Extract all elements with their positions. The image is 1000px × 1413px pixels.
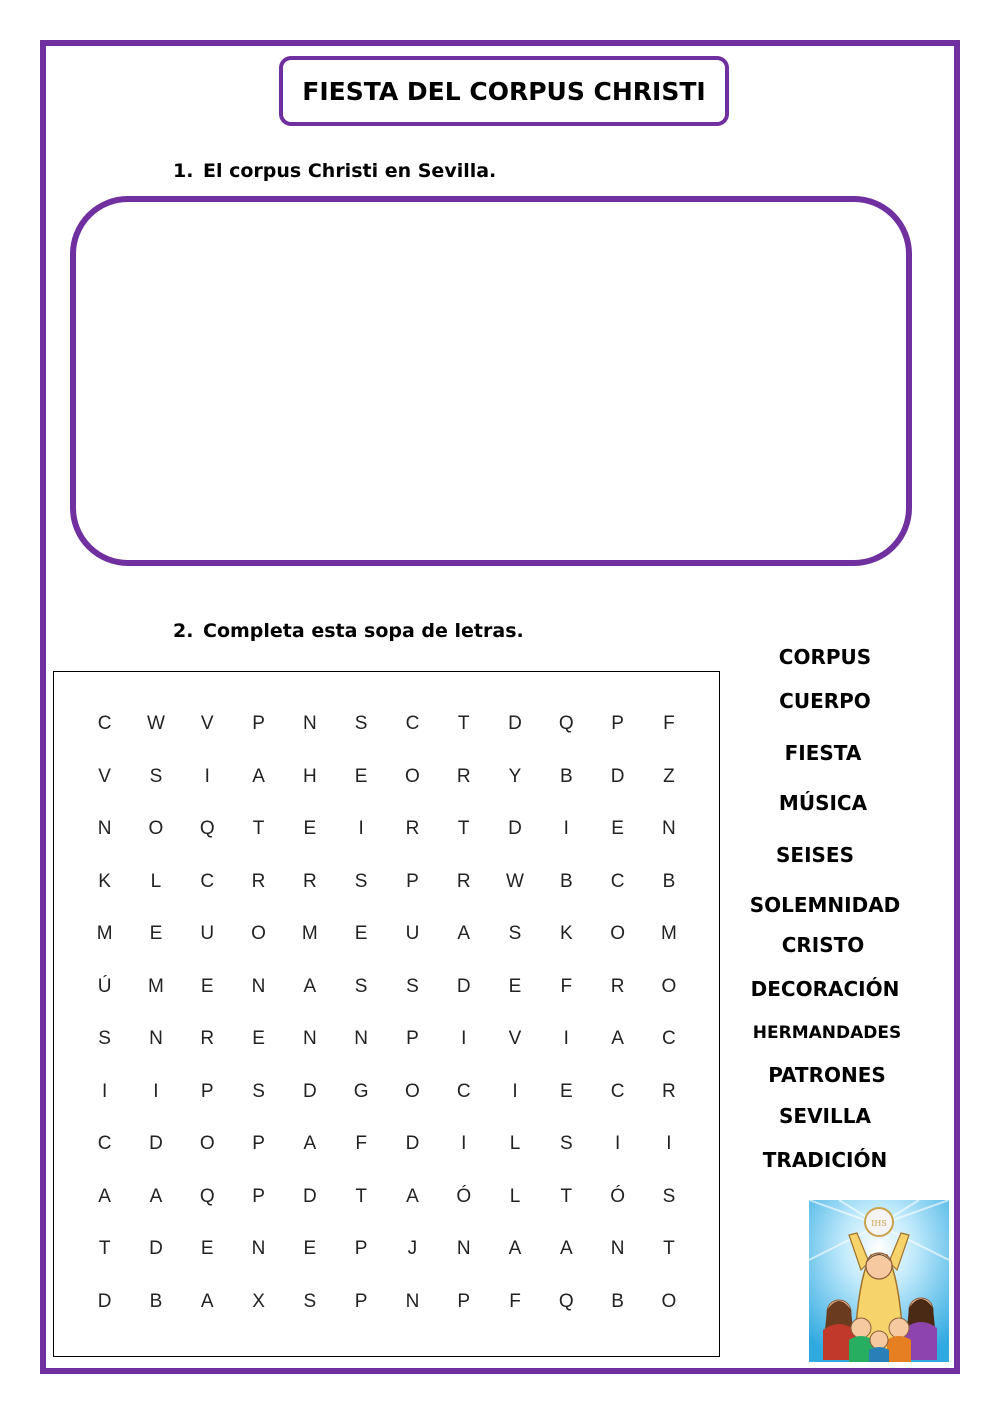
grid-cell[interactable]: T (457, 713, 470, 735)
grid-cell[interactable]: I (358, 818, 364, 840)
grid-cell[interactable]: I (102, 1080, 108, 1102)
grid-cell[interactable]: N (302, 1028, 317, 1050)
grid-cell[interactable]: D (508, 818, 522, 840)
grid-cell[interactable]: W (506, 870, 524, 892)
grid-cell[interactable]: I (563, 1028, 569, 1050)
grid-cell[interactable]: B (611, 1290, 624, 1312)
grid-cell[interactable]: V (98, 765, 111, 787)
grid-cell[interactable]: K (98, 870, 111, 892)
grid-cell[interactable]: A (303, 1133, 317, 1155)
grid-cell[interactable]: A (252, 765, 265, 787)
grid-cell[interactable]: W (146, 713, 165, 735)
grid-cell[interactable]: I (461, 1133, 467, 1155)
grid-cell[interactable]: E (559, 1080, 573, 1102)
section-2-heading (173, 620, 524, 642)
grid-cell[interactable]: I (614, 1133, 621, 1155)
grid-cell[interactable]: T (252, 818, 265, 840)
grid-cell[interactable]: Q (558, 713, 574, 735)
grid-cell[interactable]: M (96, 923, 113, 945)
grid-cell[interactable]: P (406, 870, 419, 892)
grid-cell[interactable]: G (353, 1080, 369, 1102)
grid-cell[interactable]: E (200, 1238, 214, 1260)
grid-cell[interactable]: R (456, 870, 471, 892)
grid-cell[interactable]: E (252, 1028, 265, 1050)
grid-cell[interactable]: D (149, 1133, 163, 1155)
grid-cell[interactable]: S (354, 870, 368, 892)
grid-cell[interactable]: O (661, 1290, 677, 1312)
grid-cell[interactable]: P (200, 1080, 214, 1102)
grid-cell[interactable]: N (149, 1028, 163, 1050)
word-list-item: PATRONES (768, 1063, 886, 1087)
grid-cell[interactable]: T (560, 1185, 573, 1207)
grid-cell[interactable]: C (456, 1080, 471, 1102)
grid-cell[interactable]: C (405, 713, 420, 735)
section-2-text: Completa esta sopa de letras. (203, 620, 524, 642)
grid-cell[interactable]: Z (663, 765, 675, 787)
grid-cell[interactable]: R (610, 975, 625, 997)
grid-cell[interactable]: O (148, 818, 164, 840)
grid-cell[interactable]: A (149, 1185, 163, 1207)
grid-cell[interactable]: U (200, 923, 215, 945)
grid-cell[interactable]: B (662, 870, 676, 892)
grid-cell[interactable]: N (405, 1290, 420, 1312)
grid-cell[interactable]: E (149, 923, 163, 945)
grid-cell[interactable]: A (406, 1185, 419, 1207)
grid-cell[interactable]: I (512, 1080, 518, 1102)
grid-cell[interactable]: D (508, 713, 522, 735)
grid-cell[interactable]: I (153, 1080, 159, 1102)
word-list-item: CORPUS (778, 645, 872, 669)
grid-cell[interactable]: S (662, 1185, 676, 1207)
grid-cell[interactable]: F (560, 975, 573, 997)
svg-text:IHS: IHS (871, 1219, 887, 1228)
grid-cell[interactable]: S (98, 1028, 111, 1050)
grid-cell[interactable]: S (559, 1133, 573, 1155)
grid-cell[interactable]: S (508, 923, 522, 945)
grid-cell[interactable]: R (302, 870, 317, 892)
grid-cell[interactable]: V (508, 1028, 522, 1050)
grid-cell[interactable]: N (251, 975, 266, 997)
grid-cell[interactable]: S (149, 765, 163, 787)
grid-cell[interactable]: A (508, 1238, 522, 1260)
grid-cell[interactable]: I (666, 1133, 672, 1155)
grid-cell[interactable]: E (303, 1238, 317, 1260)
grid-cell[interactable]: D (405, 1133, 420, 1155)
word-list-item: SEVILLA (779, 1104, 871, 1128)
word-list-item: MÚSICA (778, 791, 868, 815)
grid-cell[interactable]: T (457, 818, 470, 840)
word-list-item: TRADICIÓN (762, 1148, 888, 1172)
grid-cell[interactable]: Q (199, 1185, 215, 1207)
grid-cell[interactable]: Ó (456, 1185, 472, 1207)
answer-box[interactable] (70, 196, 912, 566)
grid-cell[interactable]: Q (558, 1290, 574, 1312)
word-list-item: DECORACIÓN (750, 977, 900, 1001)
grid-cell[interactable]: V (200, 713, 214, 735)
grid-cell[interactable]: O (661, 975, 677, 997)
grid-cell[interactable]: E (354, 765, 368, 787)
grid-cell[interactable]: D (302, 1185, 317, 1207)
grid-cell[interactable]: C (610, 870, 625, 892)
corpus-christi-illustration (809, 1200, 949, 1362)
section-1-heading (173, 160, 496, 182)
word-list-item: FIESTA (784, 741, 862, 765)
grid-cell[interactable]: E (200, 975, 214, 997)
grid-cell[interactable]: C (200, 870, 215, 892)
grid-cell[interactable]: R (200, 1028, 215, 1050)
grid-cell[interactable]: S (252, 1080, 265, 1102)
grid-cell[interactable]: E (508, 975, 522, 997)
grid-cell[interactable]: M (148, 975, 164, 997)
grid-cell[interactable]: O (405, 1080, 420, 1102)
section-2-number: 2. (173, 620, 194, 642)
grid-cell[interactable]: I (563, 818, 569, 840)
grid-cell[interactable]: B (559, 765, 573, 787)
grid-cell[interactable]: P (354, 1238, 368, 1260)
grid-cell[interactable]: D (97, 1290, 112, 1312)
grid-cell[interactable]: R (662, 1080, 676, 1102)
grid-cell[interactable]: E (303, 818, 317, 840)
grid-cell[interactable]: M (301, 923, 318, 945)
grid-cell[interactable]: B (559, 870, 573, 892)
grid-cell[interactable]: C (610, 1080, 625, 1102)
grid-cell[interactable]: P (354, 1290, 368, 1312)
word-list-item: SOLEMNIDAD (749, 893, 901, 917)
grid-cell[interactable]: D (149, 1238, 163, 1260)
grid-cell[interactable]: I (204, 765, 210, 787)
grid-cell[interactable]: S (303, 1290, 317, 1312)
grid-cell[interactable]: O (610, 923, 625, 945)
grid-cell[interactable]: P (252, 1133, 265, 1155)
grid-cell[interactable]: B (149, 1290, 163, 1312)
word-list-item: CRISTO (781, 933, 865, 957)
grid-cell[interactable]: F (509, 1290, 521, 1312)
grid-cell[interactable]: T (355, 1185, 367, 1207)
grid-cell[interactable]: C (97, 1133, 112, 1155)
grid-cell[interactable]: E (354, 923, 368, 945)
grid-cell[interactable]: N (97, 818, 112, 840)
grid-cell[interactable]: P (611, 713, 624, 735)
grid-cell[interactable]: E (611, 818, 624, 840)
grid-cell[interactable]: R (251, 870, 266, 892)
page-title: FIESTA DEL CORPUS CHRISTI (302, 76, 706, 106)
grid-cell[interactable]: N (662, 818, 676, 840)
grid-cell[interactable]: S (354, 713, 368, 735)
grid-cell[interactable]: R (405, 818, 420, 840)
grid-cell[interactable]: A (200, 1290, 214, 1312)
grid-cell[interactable]: U (405, 923, 420, 945)
grid-cell[interactable]: A (611, 1028, 624, 1050)
grid-cell[interactable]: Ú (97, 975, 112, 997)
grid-cell[interactable]: M (661, 923, 677, 945)
grid-cell[interactable]: L (509, 1133, 521, 1155)
grid-cell[interactable]: S (406, 975, 419, 997)
grid-cell[interactable]: L (150, 870, 162, 892)
grid-cell[interactable]: T (663, 1238, 675, 1260)
grid-cell[interactable]: N (354, 1028, 368, 1050)
grid-cell[interactable]: K (559, 923, 573, 945)
grid-cell[interactable]: P (457, 1290, 471, 1312)
grid-cell[interactable]: D (302, 1080, 317, 1102)
word-list-item: HERMANDADES (752, 1023, 902, 1043)
grid-cell[interactable]: J (407, 1238, 418, 1260)
grid-cell[interactable]: T (98, 1238, 111, 1260)
grid-cell[interactable]: N (456, 1238, 471, 1260)
grid-cell[interactable]: A (98, 1185, 111, 1207)
grid-cell[interactable]: A (303, 975, 317, 997)
grid-cell[interactable]: N (610, 1238, 625, 1260)
grid-cell[interactable]: Ó (610, 1185, 625, 1207)
grid-cell[interactable]: O (405, 765, 420, 787)
grid-cell[interactable]: F (355, 1133, 367, 1155)
grid-cell[interactable]: A (559, 1238, 573, 1260)
grid-cell[interactable]: Q (199, 818, 215, 840)
grid-cell[interactable]: D (610, 765, 625, 787)
grid-cell[interactable]: P (252, 1185, 265, 1207)
word-search-grid[interactable] (79, 698, 695, 1328)
grid-cell[interactable]: O (251, 923, 266, 945)
grid-cell[interactable]: R (456, 765, 471, 787)
grid-cell[interactable]: Y (508, 765, 522, 787)
grid-cell[interactable]: O (199, 1133, 215, 1155)
word-list-item: SEISES (776, 843, 854, 867)
grid-cell[interactable]: D (456, 975, 471, 997)
grid-cell[interactable]: N (251, 1238, 266, 1260)
grid-cell[interactable]: N (302, 713, 317, 735)
grid-cell[interactable]: L (509, 1185, 521, 1207)
section-1-text: El corpus Christi en Sevilla. (203, 160, 497, 182)
grid-cell[interactable]: I (461, 1028, 467, 1050)
grid-cell[interactable]: C (97, 713, 112, 735)
grid-cell[interactable]: H (302, 765, 317, 787)
grid-cell[interactable]: C (662, 1028, 676, 1050)
grid-cell[interactable]: P (406, 1028, 419, 1050)
word-list-item: CUERPO (779, 689, 871, 713)
grid-cell[interactable]: F (663, 713, 675, 735)
grid-cell[interactable]: X (252, 1290, 265, 1312)
grid-cell[interactable]: P (252, 713, 265, 735)
grid-cell[interactable]: S (354, 975, 368, 997)
grid-cell[interactable]: A (457, 923, 471, 945)
title-box (279, 56, 729, 126)
section-1-number: 1. (173, 160, 194, 182)
